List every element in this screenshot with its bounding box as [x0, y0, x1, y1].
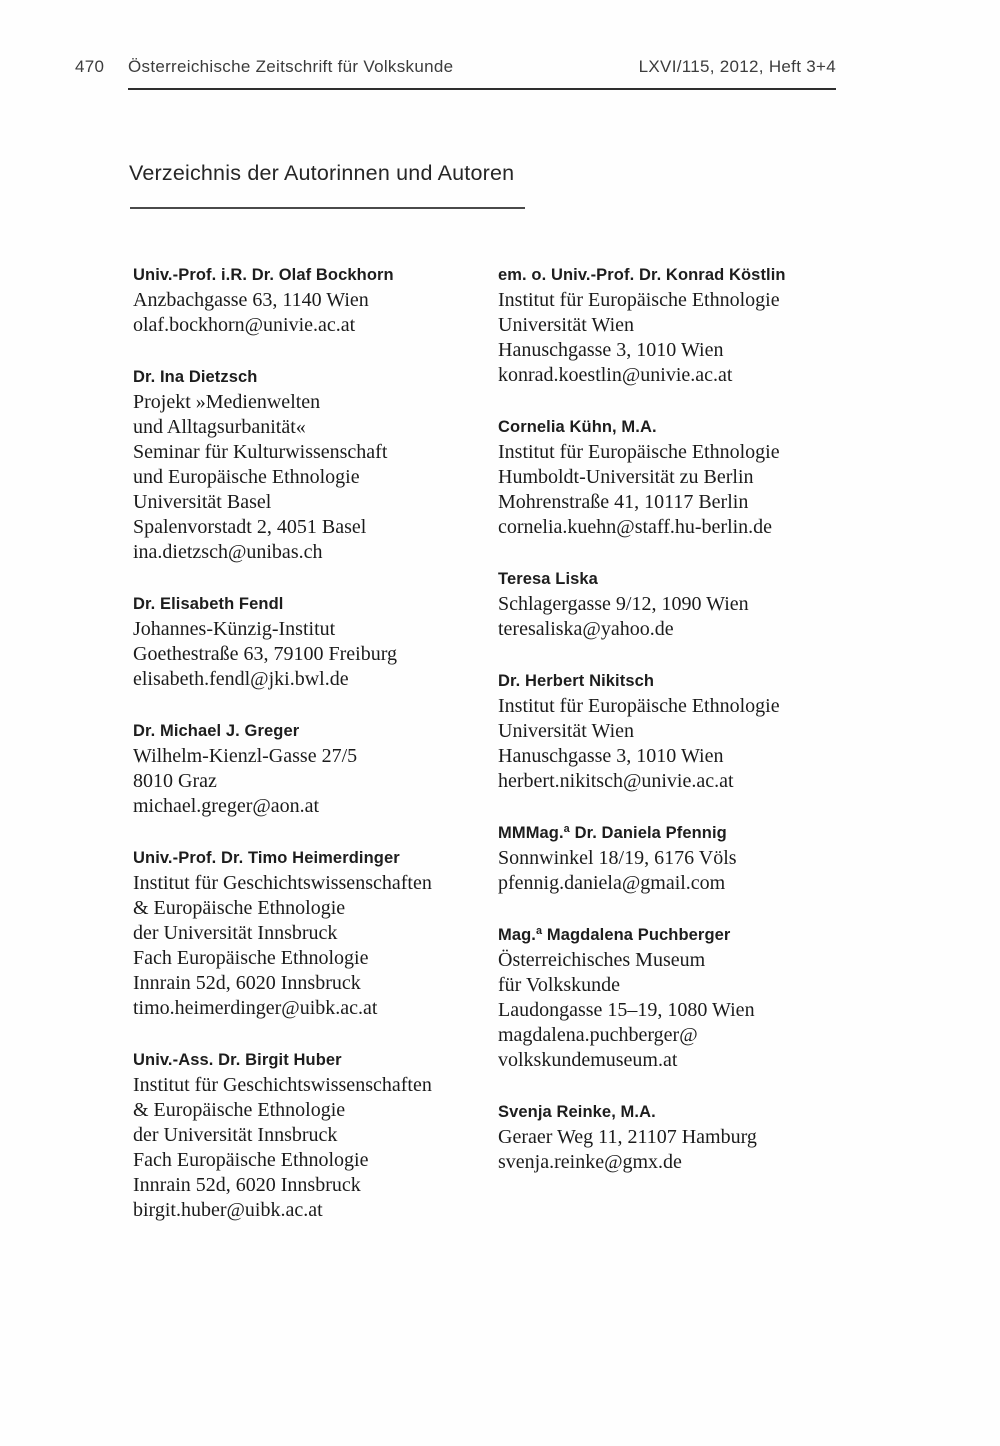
author-name: Univ.-Prof. i.R. Dr. Olaf Bockhorn [133, 266, 394, 284]
author-address-line: und Europäische Ethnologie [133, 466, 360, 488]
author-name: Svenja Reinke, M.A. [498, 1103, 656, 1121]
author-email: pfennig.daniela@gmail.com [498, 872, 726, 894]
author-address-line: Spalenvorstadt 2, 4051 Basel [133, 516, 367, 538]
author-address-line: Anzbachgasse 63, 1140 Wien [133, 289, 369, 311]
title-rule [130, 207, 525, 209]
author-email: michael.greger@aon.at [133, 795, 320, 817]
author-entry [133, 846, 493, 1021]
author-address-line: Universität Basel [133, 491, 272, 513]
author-address-line: Innrain 52d, 6020 Innsbruck [133, 1174, 361, 1196]
author-address-line: Laudongasse 15–19, 1080 Wien [498, 999, 755, 1021]
author-address-line: Institut für Europäische Ethnologie [498, 289, 780, 311]
author-entry [498, 821, 898, 896]
author-address-line: Innrain 52d, 6020 Innsbruck [133, 972, 361, 994]
author-email: cornelia.kuehn@staff.hu-berlin.de [498, 516, 773, 538]
author-name: Cornelia Kühn, M.A. [498, 418, 657, 436]
author-entry [498, 263, 898, 388]
author-email: birgit.huber@uibk.ac.at [133, 1199, 323, 1221]
author-entry [133, 1048, 493, 1223]
author-email: teresaliska@yahoo.de [498, 618, 674, 640]
author-address-line: & Europäische Ethnologie [133, 897, 346, 919]
author-address-line: Universität Wien [498, 314, 635, 336]
author-entry [133, 263, 493, 338]
author-name: Dr. Michael J. Greger [133, 722, 300, 740]
author-email: olaf.bockhorn@univie.ac.at [133, 314, 356, 336]
author-address-line: & Europäische Ethnologie [133, 1099, 346, 1121]
author-address-line: der Universität Innsbruck [133, 1124, 338, 1146]
author-name: Dr. Elisabeth Fendl [133, 595, 284, 613]
author-address-line: Institut für Geschichtswissenschaften [133, 1074, 432, 1096]
author-address-line: Institut für Geschichtswissenschaften [133, 872, 432, 894]
author-address-line: Wilhelm-Kienzl-Gasse 27/5 [133, 745, 358, 767]
author-email: magdalena.puchberger@ [498, 1024, 698, 1046]
author-column-right [498, 263, 898, 1202]
author-email: konrad.koestlin@univie.ac.at [498, 364, 733, 386]
section-title: Verzeichnis der Autorinnen und Autoren [129, 161, 515, 185]
author-entry [133, 365, 493, 565]
author-address-line: volkskundemuseum.at [498, 1049, 678, 1071]
author-address-line: Fach Europäische Ethnologie [133, 947, 369, 969]
header-rule [128, 88, 836, 90]
author-email: elisabeth.fendl@jki.bwl.de [133, 668, 349, 690]
page-number: 470 [75, 57, 105, 76]
author-entry [133, 719, 493, 819]
author-entry [498, 923, 898, 1073]
author-address-line: Seminar für Kulturwissenschaft [133, 441, 388, 463]
author-name: MMMag.ª Dr. Daniela Pfennig [498, 824, 727, 842]
author-address-line: für Volkskunde [498, 974, 621, 996]
author-name: Univ.-Prof. Dr. Timo Heimerdinger [133, 849, 400, 867]
author-address-line: Institut für Europäische Ethnologie [498, 441, 780, 463]
author-email: timo.heimerdinger@uibk.ac.at [133, 997, 378, 1019]
author-email: herbert.nikitsch@univie.ac.at [498, 770, 734, 792]
running-head [0, 57, 1000, 79]
author-name: em. o. Univ.-Prof. Dr. Konrad Köstlin [498, 266, 786, 284]
author-name: Univ.-Ass. Dr. Birgit Huber [133, 1051, 342, 1069]
author-address-line: und Alltagsurbanität« [133, 416, 306, 438]
author-address-line: 8010 Graz [133, 770, 217, 792]
author-entry [498, 669, 898, 794]
author-address-line: Österreichisches Museum [498, 949, 706, 971]
author-address-line: Fach Europäische Ethnologie [133, 1149, 369, 1171]
author-address-line: Institut für Europäische Ethnologie [498, 695, 780, 717]
author-address-line: Hanuschgasse 3, 1010 Wien [498, 339, 724, 361]
issue-info: LXVI/115, 2012, Heft 3+4 [638, 57, 836, 76]
journal-title: Österreichische Zeitschrift für Volkskunde [128, 57, 454, 76]
author-address-line: Projekt »Medienwelten [133, 391, 321, 413]
author-address-line: Mohrenstraße 41, 10117 Berlin [498, 491, 749, 513]
author-address-line: Schlagergasse 9/12, 1090 Wien [498, 593, 749, 615]
author-entry [133, 592, 493, 692]
author-name: Teresa Liska [498, 570, 598, 588]
author-address-line: Geraer Weg 11, 21107 Hamburg [498, 1126, 757, 1148]
author-address-line: Humboldt-Universität zu Berlin [498, 466, 754, 488]
author-column-left [133, 263, 493, 1250]
author-entry [498, 567, 898, 642]
author-name: Dr. Ina Dietzsch [133, 368, 258, 386]
author-address-line: Hanuschgasse 3, 1010 Wien [498, 745, 724, 767]
author-entry [498, 415, 898, 540]
author-name: Dr. Herbert Nikitsch [498, 672, 655, 690]
author-address-line: Johannes-Künzig-Institut [133, 618, 336, 640]
author-address-line: Sonnwinkel 18/19, 6176 Völs [498, 847, 737, 869]
author-address-line: Goethestraße 63, 79100 Freiburg [133, 643, 398, 665]
author-address-line: der Universität Innsbruck [133, 922, 338, 944]
author-name: Mag.ª Magdalena Puchberger [498, 926, 731, 944]
author-entry [498, 1100, 898, 1175]
author-email: svenja.reinke@gmx.de [498, 1151, 682, 1173]
author-address-line: Universität Wien [498, 720, 635, 742]
author-email: ina.dietzsch@unibas.ch [133, 541, 323, 563]
